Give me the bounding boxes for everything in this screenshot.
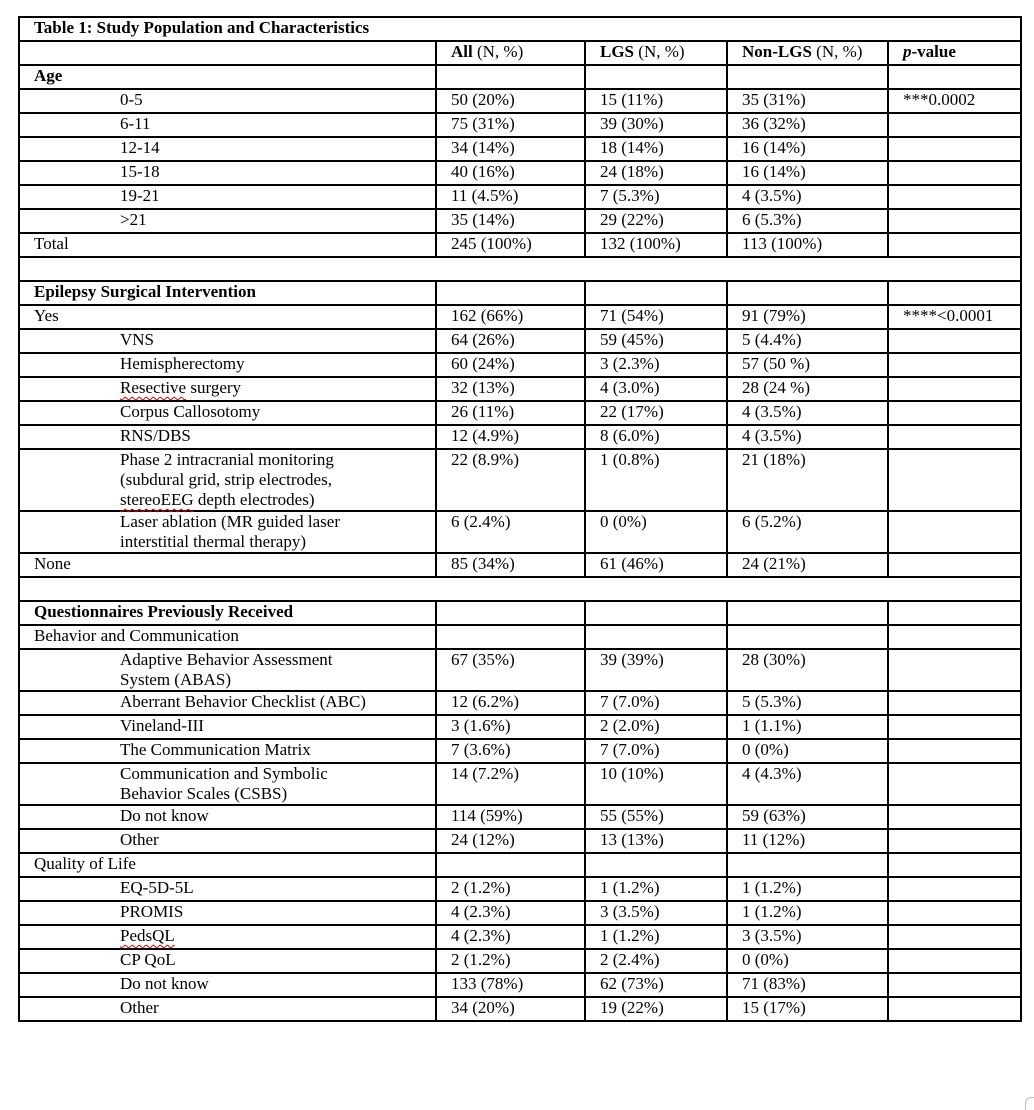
table-row [19,973,1021,997]
row-label: >21 [19,209,436,233]
empty-cell [436,853,585,877]
cell-pvalue [888,901,1021,925]
cell-nonlgs: 4 (3.5%) [727,425,888,449]
cell-all: 4 (2.3%) [436,901,585,925]
cell-lgs: 8 (6.0%) [585,425,727,449]
cell-all: 22 (8.9%) [436,449,585,511]
table-title-row [19,17,1021,41]
cell-lgs: 1 (1.2%) [585,877,727,901]
row-label: Corpus Callosotomy [19,401,436,425]
empty-cell [727,65,888,89]
cell-lgs: 59 (45%) [585,329,727,353]
cell-all: 12 (4.9%) [436,425,585,449]
cell-all: 133 (78%) [436,973,585,997]
cell-nonlgs: 71 (83%) [727,973,888,997]
cell-lgs: 3 (3.5%) [585,901,727,925]
cell-lgs: 7 (5.3%) [585,185,727,209]
table-row [19,353,1021,377]
row-label: Communication and Symbolic Behavior Scales (CSBS) [19,763,436,805]
cell-pvalue [888,209,1021,233]
cell-pvalue [888,805,1021,829]
section-header-age: Age [19,65,436,89]
cell-nonlgs: 28 (24 %) [727,377,888,401]
cell-nonlgs: 113 (100%) [727,233,888,257]
cell-all: 7 (3.6%) [436,739,585,763]
cell-all: 60 (24%) [436,353,585,377]
cell-pvalue [888,973,1021,997]
table-row [19,649,1021,691]
empty-cell [727,601,888,625]
table-row [19,829,1021,853]
cell-all: 67 (35%) [436,649,585,691]
table-row [19,763,1021,805]
spellcheck-word: PedsQL [120,926,175,945]
empty-cell [436,65,585,89]
row-label: Hemispherectomy [19,353,436,377]
section-header-questionnaires: Questionnaires Previously Received [19,601,436,625]
table-row [19,715,1021,739]
empty-cell [727,281,888,305]
cell-nonlgs: 28 (30%) [727,649,888,691]
cell-pvalue: ****<0.0001 [888,305,1021,329]
row-label: 6-11 [19,113,436,137]
cell-pvalue: ***0.0002 [888,89,1021,113]
empty-cell [727,625,888,649]
table-row [19,305,1021,329]
cell-lgs: 39 (30%) [585,113,727,137]
cell-lgs: 132 (100%) [585,233,727,257]
cell-nonlgs: 5 (4.4%) [727,329,888,353]
cell-nonlgs: 5 (5.3%) [727,691,888,715]
cell-pvalue [888,113,1021,137]
row-label: Do not know [19,973,436,997]
cell-lgs: 2 (2.4%) [585,949,727,973]
cell-all: 64 (26%) [436,329,585,353]
cell-pvalue [888,949,1021,973]
subsection-header-row [19,625,1021,649]
cell-all: 75 (31%) [436,113,585,137]
cell-nonlgs: 4 (4.3%) [727,763,888,805]
column-header-row [19,41,1021,65]
table-row [19,691,1021,715]
cell-all: 245 (100%) [436,233,585,257]
cell-pvalue [888,691,1021,715]
empty-cell [585,281,727,305]
table-row [19,185,1021,209]
row-label: RNS/DBS [19,425,436,449]
row-label: Total [19,233,436,257]
cell-nonlgs: 6 (5.2%) [727,511,888,553]
table-row [19,329,1021,353]
column-header-pvalue: p-value [888,41,1021,65]
table-row [19,925,1021,949]
cell-lgs: 2 (2.0%) [585,715,727,739]
row-label: Laser ablation (MR guided laser interstitial thermal therapy) [19,511,436,553]
cell-lgs: 7 (7.0%) [585,739,727,763]
cell-nonlgs: 16 (14%) [727,161,888,185]
spacer-row [19,257,1021,281]
cell-all: 50 (20%) [436,89,585,113]
row-label: The Communication Matrix [19,739,436,763]
cell-all: 2 (1.2%) [436,949,585,973]
cell-pvalue [888,401,1021,425]
cell-all: 114 (59%) [436,805,585,829]
cell-all: 12 (6.2%) [436,691,585,715]
subsection-header-behavior: Behavior and Communication [19,625,436,649]
cell-pvalue [888,137,1021,161]
cell-all: 34 (14%) [436,137,585,161]
cell-nonlgs: 4 (3.5%) [727,401,888,425]
cell-all: 34 (20%) [436,997,585,1021]
cell-pvalue [888,329,1021,353]
cell-nonlgs: 59 (63%) [727,805,888,829]
empty-cell [436,625,585,649]
empty-cell [19,577,1021,601]
row-label: 0-5 [19,89,436,113]
cell-lgs: 13 (13%) [585,829,727,853]
table-row [19,805,1021,829]
cell-nonlgs: 21 (18%) [727,449,888,511]
cell-lgs: 15 (11%) [585,89,727,113]
cell-all: 85 (34%) [436,553,585,577]
table-row [19,209,1021,233]
cell-nonlgs: 1 (1.1%) [727,715,888,739]
cell-lgs: 39 (39%) [585,649,727,691]
row-label: VNS [19,329,436,353]
row-label: Yes [19,305,436,329]
table-row [19,425,1021,449]
table-row [19,901,1021,925]
section-header-surgery: Epilepsy Surgical Intervention [19,281,436,305]
cell-all: 3 (1.6%) [436,715,585,739]
cell-pvalue [888,649,1021,691]
cell-lgs: 3 (2.3%) [585,353,727,377]
table-row [19,113,1021,137]
cell-pvalue [888,377,1021,401]
header-empty-cell [19,41,436,65]
subsection-header-row [19,853,1021,877]
table-row [19,377,1021,401]
resize-handle[interactable] [1025,1097,1034,1110]
cell-pvalue [888,353,1021,377]
row-label: PROMIS [19,901,436,925]
empty-cell [585,625,727,649]
cell-nonlgs: 35 (31%) [727,89,888,113]
cell-lgs: 18 (14%) [585,137,727,161]
cell-lgs: 29 (22%) [585,209,727,233]
cell-lgs: 61 (46%) [585,553,727,577]
cell-lgs: 62 (73%) [585,973,727,997]
cell-pvalue [888,553,1021,577]
table-row [19,997,1021,1021]
cell-nonlgs: 91 (79%) [727,305,888,329]
cell-nonlgs: 11 (12%) [727,829,888,853]
cell-lgs: 71 (54%) [585,305,727,329]
cell-nonlgs: 4 (3.5%) [727,185,888,209]
section-header-row [19,65,1021,89]
column-header-nonlgs: Non-LGS (N, %) [727,41,888,65]
cell-lgs: 55 (55%) [585,805,727,829]
section-header-row [19,281,1021,305]
row-label: 15-18 [19,161,436,185]
table-row [19,401,1021,425]
cell-pvalue [888,739,1021,763]
row-label: Vineland-III [19,715,436,739]
cell-pvalue [888,185,1021,209]
cell-nonlgs: 15 (17%) [727,997,888,1021]
subsection-header-qol: Quality of Life [19,853,436,877]
cell-all: 4 (2.3%) [436,925,585,949]
empty-cell [585,601,727,625]
table-row [19,137,1021,161]
cell-lgs: 10 (10%) [585,763,727,805]
empty-cell [436,281,585,305]
cell-nonlgs: 3 (3.5%) [727,925,888,949]
study-characteristics-table [18,16,1022,1022]
row-label: CP QoL [19,949,436,973]
section-header-row [19,601,1021,625]
cell-pvalue [888,425,1021,449]
cell-nonlgs: 6 (5.3%) [727,209,888,233]
table-row [19,949,1021,973]
cell-all: 26 (11%) [436,401,585,425]
cell-pvalue [888,763,1021,805]
cell-lgs: 4 (3.0%) [585,377,727,401]
empty-cell [888,65,1021,89]
cell-all: 32 (13%) [436,377,585,401]
row-label: None [19,553,436,577]
cell-pvalue [888,715,1021,739]
cell-nonlgs: 0 (0%) [727,949,888,973]
table-row [19,511,1021,553]
cell-lgs: 0 (0%) [585,511,727,553]
table-row [19,739,1021,763]
cell-nonlgs: 36 (32%) [727,113,888,137]
cell-pvalue [888,925,1021,949]
table-row [19,161,1021,185]
row-label: 12-14 [19,137,436,161]
empty-cell [727,853,888,877]
empty-cell [436,601,585,625]
table-row [19,877,1021,901]
cell-pvalue [888,449,1021,511]
row-label: Do not know [19,805,436,829]
empty-cell [888,281,1021,305]
row-label: Other [19,829,436,853]
spellcheck-word: Resective [120,378,187,397]
cell-pvalue [888,233,1021,257]
column-header-all: All (N, %) [436,41,585,65]
cell-pvalue [888,877,1021,901]
cell-pvalue [888,829,1021,853]
spacer-row [19,577,1021,601]
cell-pvalue [888,997,1021,1021]
empty-cell [585,853,727,877]
row-label: 19-21 [19,185,436,209]
column-header-lgs: LGS (N, %) [585,41,727,65]
cell-pvalue [888,511,1021,553]
empty-cell [19,257,1021,281]
cell-nonlgs: 1 (1.2%) [727,877,888,901]
cell-nonlgs: 24 (21%) [727,553,888,577]
table-row [19,449,1021,511]
cell-pvalue [888,161,1021,185]
row-label [19,925,436,949]
row-label: Resective surgery [19,377,436,401]
row-label: Other [19,997,436,1021]
cell-lgs: 19 (22%) [585,997,727,1021]
empty-cell [585,65,727,89]
cell-all: 40 (16%) [436,161,585,185]
cell-nonlgs: 57 (50 %) [727,353,888,377]
cell-all: 6 (2.4%) [436,511,585,553]
cell-nonlgs: 0 (0%) [727,739,888,763]
spellcheck-word: stereoEEG [120,490,194,509]
cell-lgs: 24 (18%) [585,161,727,185]
cell-all: 35 (14%) [436,209,585,233]
cell-all: 2 (1.2%) [436,877,585,901]
empty-cell [888,601,1021,625]
row-label: EQ-5D-5L [19,877,436,901]
cell-all: 24 (12%) [436,829,585,853]
cell-lgs: 7 (7.0%) [585,691,727,715]
table-row [19,553,1021,577]
cell-all: 14 (7.2%) [436,763,585,805]
row-label: Adaptive Behavior Assessment System (ABAS) [19,649,436,691]
cell-nonlgs: 1 (1.2%) [727,901,888,925]
row-label: Phase 2 intracranial monitoring (subdural grid, strip electrodes, stereoEEG depth electrodes) [19,449,436,511]
empty-cell [888,625,1021,649]
table-title: Table 1: Study Population and Characteristics [19,17,1021,41]
cell-all: 11 (4.5%) [436,185,585,209]
empty-cell [888,853,1021,877]
cell-lgs: 22 (17%) [585,401,727,425]
cell-lgs: 1 (0.8%) [585,449,727,511]
total-row [19,233,1021,257]
cell-all: 162 (66%) [436,305,585,329]
table-row [19,89,1021,113]
row-label: Aberrant Behavior Checklist (ABC) [19,691,436,715]
cell-nonlgs: 16 (14%) [727,137,888,161]
cell-lgs: 1 (1.2%) [585,925,727,949]
